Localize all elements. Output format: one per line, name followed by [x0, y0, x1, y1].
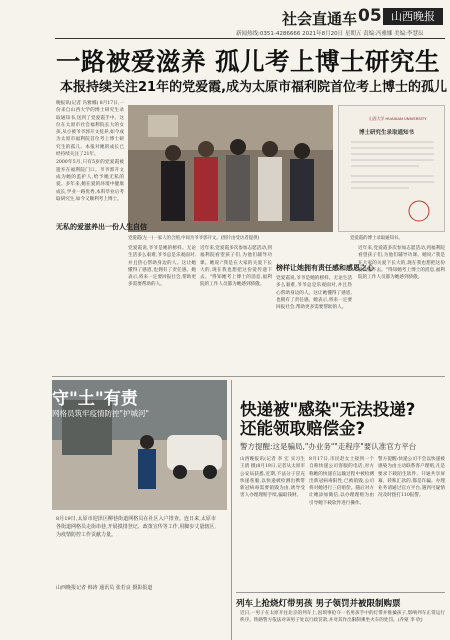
admission-letter-photo — [338, 105, 445, 232]
story2-body — [56, 515, 216, 577]
story4-text: 近日,一男子在太原开往北京的列车上,因琐事抢夺一名男孩手中的灯带并推搡孩子,影响列车正常运行秩序。铁路警方依法对该男子处以行政罚款,并对其作出限制乘坐火车的处罚。(乔蒙 李 欣) — [240, 611, 445, 624]
story3-col-2 — [309, 456, 374, 588]
story3-para-a: 山西晚报讯(记者 李 宏 实习生 王倩 摄)8月19日,记者从太原市公安局获悉,近期,不法分子冒充快递客服,以快递被检测出携带新冠病毒需要销毁为由,诱导受害人办理理赔手续,骗取钱财。 — [240, 457, 305, 499]
story1-para-c: 党爱霞说,爷爷是她的榜样。无论生活多么艰难,爷爷总是乐观面对,并且热心帮助身边的人。这让她懂得了感恩,也拥有了责任感。她表示,将来一定要回报社会,帮助更多需要帮助的人。 — [128, 246, 196, 288]
page-number: 05 — [358, 6, 382, 26]
header-info: 新闻热线:0351-4286666 2021年8月20日 星期五 责编:冯雅娜 美编:李慧辰 — [236, 31, 424, 37]
story4-headline: 列车上抢烧灯带男孩 男子领罚并被限制购票 — [236, 599, 401, 609]
story1-para-d-dup: 近年来,党爱霞多次参加志愿活动,到福利院看望孩子们,为他们辅导功课。她说:"我是在大家的关爱下长大的,现在我也想把这份爱传递下去。"得知她考上博士的消息,福利院的工作人员都为她感到骄傲。 — [358, 246, 445, 281]
photo-caption-1: 党爱霞(左一)一家人的合照,中间为爷爷郭开文。(图片由受访者提供) — [128, 236, 260, 241]
story2-subtitle: 网格员筑牢疫情防控"护城河" — [52, 409, 149, 418]
story3-title-line1: 快递被"感染"无法投递? — [240, 400, 416, 419]
story3-para-c: 警方提醒:快递公司不会以快递被感染为由主动联系客户理赔,凡是要求下载陌生软件、开通共享屏幕、转账汇款的,都是诈骗。办理业务请通过官方平台,遇到可疑情况及时拨打110报警。 — [378, 457, 445, 499]
header-rule — [55, 38, 445, 39]
story3-col-3 — [378, 456, 445, 588]
story3-col-1 — [240, 456, 305, 588]
story1-para-a: 晚报讯(记者 冯雅娜) 8月17日,一份来自山西大学的博士研究生录取通知书,送到了党爱霞手中。这位在太原市社会福利院长大的女孩,从小被爷爷郭开文抚养,如今成为太原市福利院首位考上博士研究生的孤儿。本报对她的成长已经持续关注了21年。 — [56, 101, 124, 158]
story3-subhead: 警方提醒:这是骗局,"办业务""走程序"要认准官方平台 — [240, 442, 417, 451]
story-divider — [52, 376, 445, 377]
column-divider — [231, 380, 232, 640]
letter-heading: 博士研究生录取通知书 — [359, 130, 415, 136]
story1-subtitle-2: 榜样让她拥有责任感和感恩之心 — [276, 264, 374, 272]
story3-para-b: 8月17日,市民赵女士接到一个自称快递公司客服的电话,对方称她的快递在运输过程中被检测出新冠病毒阳性,已被销毁,公司将对她进行三倍赔偿。随后对方让她添加微信,以办理理赔为由引导她下载软件进行操作。 — [309, 457, 374, 506]
story3-headline — [240, 400, 415, 438]
story1-para-c-dup: 党爱霞说,爷爷是她的榜样。无论生活多么艰难,爷爷总是乐观面对,并且热心帮助身边的人。这让她懂得了感恩,也拥有了责任感。她表示,将来一定要回报社会,帮助更多需要帮助的人。 — [276, 276, 352, 311]
story2-title-box — [52, 384, 217, 435]
newspaper-logo: 山西晚报 — [383, 8, 443, 25]
page-header — [0, 0, 450, 40]
story1-col-5 — [358, 245, 445, 373]
story2-text: 8月19日,太原市迎泽区柳巷街道网格员在社区入户排查。连日来,太原市各街道网格员走街串巷,开展摸排登记、政策宣传等工作,用脚步丈量辖区,为疫情防控工作贡献力量。 — [56, 516, 216, 538]
section-title: 社会直通车 — [282, 10, 358, 28]
story3-title-line2: 还能领取赔偿金? — [240, 419, 366, 438]
story2-credit-col — [56, 584, 216, 604]
story1-col-4 — [276, 275, 352, 373]
story1-subtitle-1: 无私的爱滋养出一份人生自信 — [56, 223, 147, 231]
story1-para-d: 近年来,党爱霞多次参加志愿活动,到福利院看望孩子们,为他们辅导功课。她说:"我是在大家的关爱下长大的,现在我也想把这份爱传递下去。"得知她考上博士的消息,福利院的工作人员都为她感到骄傲。 — [200, 246, 272, 288]
story2-title: 守"土"有责 — [52, 389, 138, 409]
story1-col-1 — [56, 100, 124, 372]
story1-para-b: 2000年5月,只有5岁的党爱霞被遗弃在福利院门口。爷爷郭开文成为她的监护人,给予她无私的爱。多年来,她在爱的环境中健康成长,学业一路优秀,本科毕业后考取研究生,如今又顺利考上博士。 — [56, 160, 124, 202]
main-headline: 一路被爱滋养 孤儿考上博士研究生 — [56, 47, 441, 76]
family-photo-art — [128, 105, 333, 232]
letter-lines — [339, 106, 445, 232]
story4-body — [240, 610, 445, 638]
main-subhead: 本报持续关注21年的党爱霞,成为太原市福利院首位考上博士的孤儿 — [60, 80, 448, 95]
story1-col-3 — [200, 245, 272, 373]
photo-caption-2: 党爱霞的博士录取通知书。 — [350, 236, 403, 241]
family-photo — [128, 105, 333, 232]
story3-divider — [236, 592, 445, 593]
story1-col-2 — [128, 245, 196, 373]
story2-credit: 山西晚报记者 韩涛 通讯员 张若良 摄影报道 — [56, 585, 153, 591]
letter-university: 山西大学 HUAXIAN UNIVERSITY — [369, 116, 427, 121]
